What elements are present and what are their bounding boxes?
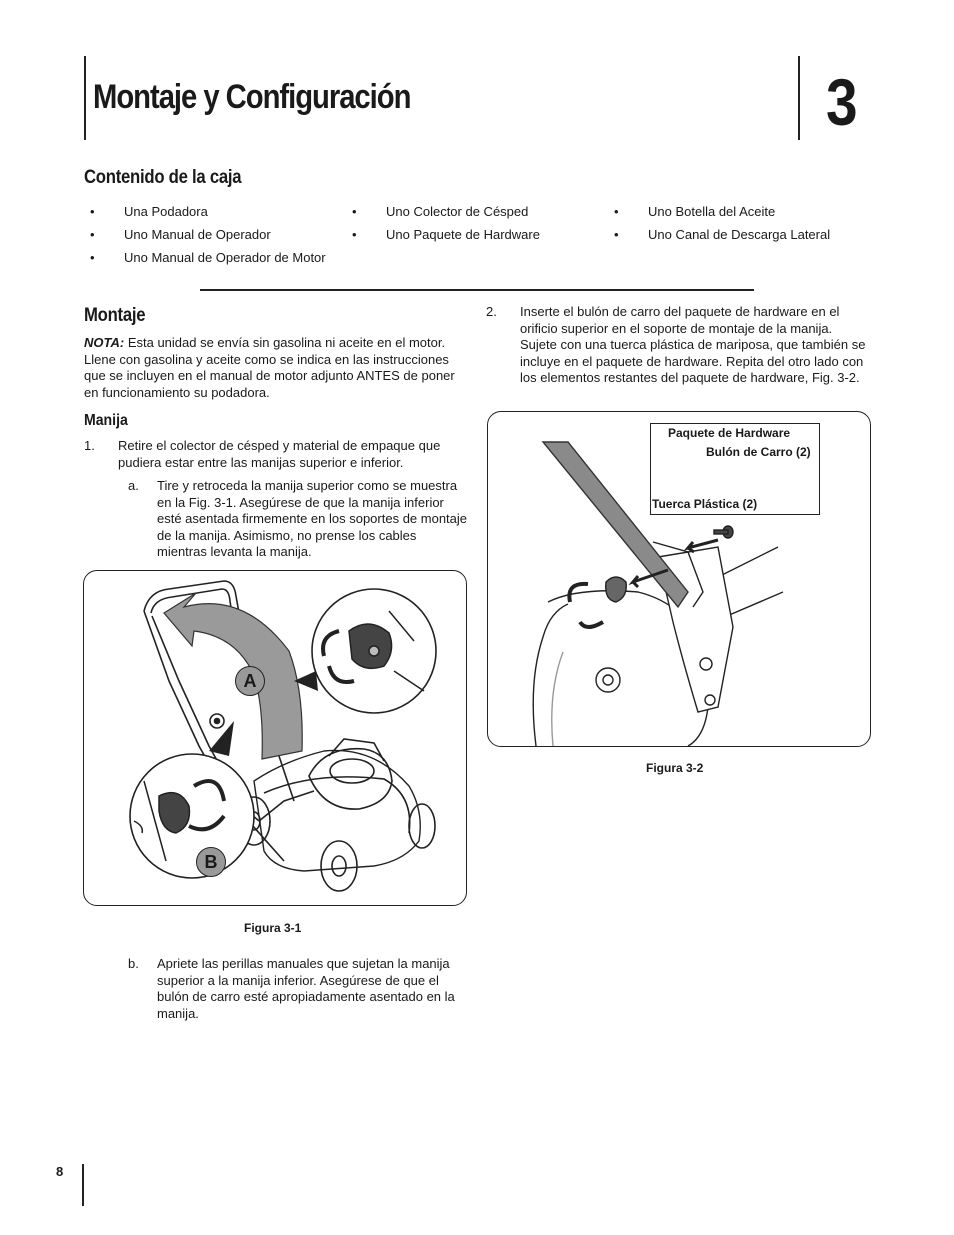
- chapter-number: 3: [826, 65, 858, 139]
- callout-a-label: A: [243, 671, 257, 691]
- page-number: 8: [56, 1164, 64, 1179]
- figure-3-1-caption: Figura 3-1: [244, 921, 302, 935]
- header-right-rule: [798, 56, 800, 140]
- list-item-text: Uno Manual de Operador: [124, 227, 271, 242]
- handle-subheading: Manija: [84, 412, 128, 429]
- bullet: •: [352, 204, 357, 219]
- note-paragraph: [84, 335, 468, 401]
- assembly-heading: Montaje: [84, 305, 146, 326]
- header-left-rule: [84, 56, 86, 140]
- legend-nut-label: Tuerca Plástica (2): [652, 497, 758, 511]
- bullet: •: [614, 227, 619, 242]
- mower-handle-illustration: [84, 571, 466, 905]
- note-label: NOTA:: [84, 335, 125, 350]
- step-1-text: Retire el colector de césped y material de empaque que pudiera estar entre las manijas superior e inferior.: [118, 438, 441, 470]
- bullet: •: [90, 250, 95, 265]
- bullet: •: [352, 227, 357, 242]
- list-item-text: Una Podadora: [124, 204, 208, 219]
- list-item-text: Uno Paquete de Hardware: [386, 227, 540, 242]
- callout-b: [196, 847, 226, 877]
- bullet: •: [90, 227, 95, 242]
- step-1b-text: Apriete las perillas manuales que sujetan la manija superior a la manija inferior. Asegúrese de que el bulón de carro esté apropiadamente asentado en la manija.: [157, 956, 455, 1021]
- list-item-text: Uno Canal de Descarga Lateral: [648, 227, 831, 242]
- box-contents-heading: Contenido de la caja: [84, 167, 242, 188]
- list-item-text: Uno Botella del Aceite: [648, 204, 776, 219]
- footer-rule: [82, 1164, 84, 1206]
- figure-3-2-caption: Figura 3-2: [646, 761, 704, 775]
- step-1-number: 1.: [84, 438, 95, 453]
- step-1b-label: b.: [128, 956, 139, 971]
- callout-a: [235, 666, 265, 696]
- list-item-text: Uno Colector de Césped: [386, 204, 529, 219]
- step-2-text: Inserte el bulón de carro del paquete de hardware en el orificio superior en el soporte de montaje de la manija. Sujete con una tuerca plástica de mariposa, que también se incluye en el paquete de hardware. Repita del otro lado con los elementos restantes del paquete de hardware, Fig. 3-2.: [520, 304, 866, 386]
- note-text: Esta unidad se envía sin gasolina ni aceite en el motor. Llene con gasolina y aceite como se indica en las instrucciones que se incluyen en el manual de motor adjunto ANTES de poner en funcionamiento su podadora.: [84, 335, 455, 400]
- bullet: •: [614, 204, 619, 219]
- legend-title: Paquete de Hardware: [668, 426, 791, 440]
- legend-bolt-label: Bulón de Carro (2): [706, 445, 811, 459]
- hardware-legend: [650, 423, 820, 515]
- section-divider: [200, 289, 754, 291]
- callout-b-label: B: [204, 852, 218, 872]
- bullet: •: [90, 204, 95, 219]
- step-1a-label: a.: [128, 478, 139, 493]
- figure-3-2: [487, 411, 871, 747]
- list-item-text: Uno Manual de Operador de Motor: [124, 250, 326, 265]
- step-1a-text: Tire y retroceda la manija superior como se muestra en la Fig. 3-1. Asegúrese de que la manija inferior esté asentada firmemente en los soportes de montaje de la manija. Asimismo, no prense los cables mientras levanta la manija.: [157, 478, 468, 560]
- step-2-number: 2.: [486, 304, 497, 319]
- motion-arrow-graphic: [164, 593, 302, 759]
- page-title: Montaje y Configuración: [93, 78, 411, 116]
- figure-3-1: [83, 570, 467, 906]
